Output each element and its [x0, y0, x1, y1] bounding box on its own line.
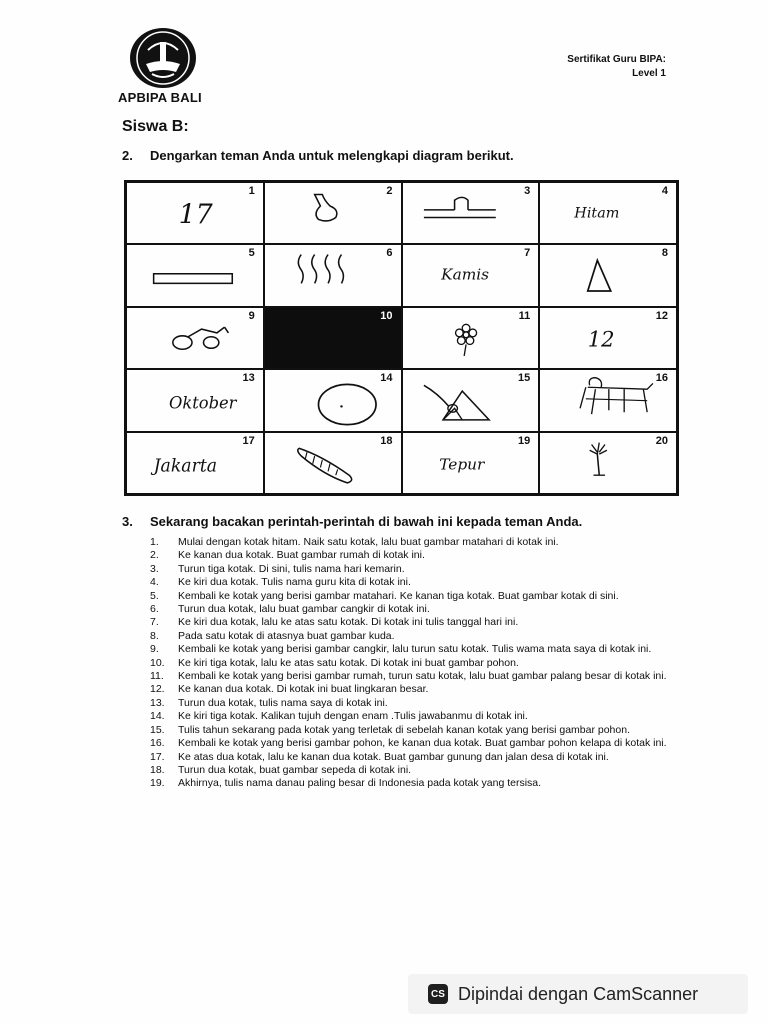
cell-number: 3	[524, 185, 531, 197]
cell-number: 9	[248, 309, 255, 322]
cell-number: 19	[518, 434, 531, 447]
cell-number: 10	[380, 309, 393, 322]
list-item: 13. Turun dua kotak, tulis nama saya di kotak ini.	[150, 696, 388, 709]
cell-handwriting: Hitam	[574, 205, 620, 222]
cell-handwriting: Oktober	[168, 393, 237, 413]
cell-number: 6	[386, 247, 393, 260]
list-item: 14. Ke kiri tiga kotak. Kalikan tujuh dengan enam .Tulis jawabanmu di kotak ini.	[150, 710, 528, 723]
grid-cell-19[interactable]	[402, 432, 540, 494]
grid-cell-3[interactable]	[402, 182, 540, 244]
cell-number: 15	[518, 372, 531, 385]
cell-number: 5	[248, 247, 255, 260]
list-item: 1. Mulai dengan kotak hitam. Naik satu kotak, lalu buat gambar matahari di kotak ini.	[150, 536, 559, 548]
cell-text	[127, 370, 263, 430]
question-2	[122, 148, 514, 163]
list-item: 5. Kembali ke kotak yang berisi gambar matahari. Ke kanan tiga kotak. Buat gambar kotak di sini.	[150, 589, 619, 602]
grid-cell-5[interactable]	[126, 244, 264, 306]
cell-number: 1	[248, 185, 255, 197]
cell-handwriting: 17	[178, 199, 213, 231]
triangle-drawing-icon	[540, 245, 676, 305]
rectangle-drawing-icon	[127, 245, 263, 305]
cell-handwriting: Jakarta	[153, 455, 218, 476]
grid-cell-13[interactable]	[126, 369, 264, 431]
certificate-label	[567, 53, 666, 81]
cell-number: 20	[655, 434, 668, 447]
question-2-number: 2.	[122, 148, 133, 163]
grid-cell-10[interactable]	[264, 307, 402, 369]
cell-number: 7	[524, 247, 531, 260]
grid-cell-17[interactable]	[126, 432, 264, 494]
list-item: 7. Ke kiri dua kotak, lalu ke atas satu kotak. Di kotak ini tulis tanggal hari ini.	[150, 616, 519, 629]
watermark-text: Dipindai dengan CamScanner	[458, 983, 699, 1004]
list-item: 16. Kembali ke kotak yang berisi gambar pohon, ke kanan dua kotak. Buat gambar pohon kelapa di kotak ini.	[150, 737, 667, 750]
flower-drawing-icon	[403, 308, 539, 368]
cell-number: 17	[242, 434, 255, 447]
list-item: 10. Ke kiri tiga kotak, lalu ke atas satu kotak. Di kotak ini buat gambar pohon.	[150, 656, 519, 669]
cell-number: 2	[386, 185, 393, 197]
certificate-line1: Sertifikat Guru BIPA:	[567, 54, 666, 65]
grid-cell-7[interactable]	[402, 244, 540, 306]
cell-text	[403, 245, 539, 305]
grid-cell-20[interactable]	[539, 432, 677, 494]
cell-number: 18	[380, 434, 393, 447]
list-item: 18. Turun dua kotak, buat gambar sepeda di kotak ini.	[150, 763, 412, 776]
cell-number: 4	[661, 185, 668, 197]
list-item: 19. Akhirnya, tulis nama danau paling besar di Indonesia pada kotak yang tersisa.	[150, 777, 542, 790]
camscanner-watermark	[408, 974, 748, 1014]
cup-drawing-icon	[265, 183, 401, 243]
cell-handwriting: 12	[587, 326, 615, 352]
circle-drawing-icon	[265, 370, 401, 430]
cell-number: 11	[518, 309, 531, 322]
horse-drawing-icon	[540, 370, 676, 430]
apbipa-logo	[118, 28, 218, 112]
grid-cell-15[interactable]	[402, 369, 540, 431]
cell-handwriting: Tepur	[438, 455, 484, 474]
logo-text: APBIPA BALI	[118, 90, 202, 105]
cell-number: 8	[661, 247, 668, 260]
question-3-number: 3.	[122, 514, 133, 529]
student-heading: Siswa B:	[122, 118, 189, 135]
list-item: 4. Ke kiri dua kotak. Tulis nama guru kita di kotak ini.	[150, 576, 411, 589]
grid-cell-9[interactable]	[126, 307, 264, 369]
question-3	[122, 514, 582, 529]
cell-handwriting: Kamis	[440, 265, 489, 284]
question-2-text: Dengarkan teman Anda untuk melengkapi diagram berikut.	[150, 148, 514, 163]
certificate-line2: Level 1	[632, 68, 666, 79]
list-item: 12. Ke kanan dua kotak. Di kotak ini buat lingkaran besar.	[150, 683, 429, 696]
grid-cell-11[interactable]	[402, 307, 540, 369]
grid-cell-16[interactable]	[539, 369, 677, 431]
cell-text	[127, 433, 263, 493]
grid-cell-8[interactable]	[539, 244, 677, 306]
grid-cell-1[interactable]	[126, 182, 264, 244]
corn-drawing-icon	[265, 433, 401, 493]
list-item: 8. Pada satu kotak di atasnya buat gambar kuda.	[150, 629, 395, 642]
road-drawing-icon	[403, 183, 539, 243]
logo-emblem-icon	[130, 28, 196, 88]
grid-cell-18[interactable]	[264, 432, 402, 494]
list-item: 15. Tulis tahun sekarang pada kotak yang terletak di sebelah kanan kotak yang berisi gambar pohon.	[150, 723, 630, 736]
list-item: 11. Kembali ke kotak yang berisi gambar rumah, turun satu kotak, lalu buat gambar palang besar di kotak ini.	[150, 670, 667, 683]
cell-text	[540, 308, 676, 368]
mountain-drawing-icon	[403, 370, 539, 430]
list-item: 2. Ke kanan dua kotak. Buat gambar rumah di kotak ini.	[150, 549, 425, 562]
cell-number: 16	[655, 372, 668, 385]
grid-cell-12[interactable]	[539, 307, 677, 369]
instruction-list	[150, 536, 680, 791]
list-item: 3. Turun tiga kotak. Di sini, tulis nama hari kemarin.	[150, 562, 405, 575]
grid-cell-14[interactable]	[264, 369, 402, 431]
cell-number: 14	[380, 372, 393, 385]
wavy-lines-drawing-icon	[265, 245, 401, 305]
list-item: 17. Ke atas dua kotak, lalu ke kanan dua kotak. Buat gambar gunung dan jalan desa di kotak ini.	[150, 750, 609, 763]
cell-number: 12	[655, 309, 668, 322]
camscanner-icon: CS	[428, 984, 448, 1004]
grid-cell-2[interactable]	[264, 182, 402, 244]
grid-cell-4[interactable]	[539, 182, 677, 244]
list-item: 6. Turun dua kotak, lalu buat gambar cangkir di kotak ini.	[150, 603, 430, 616]
question-3-text: Sekarang bacakan perintah-perintah di bawah ini kepada teman Anda.	[150, 514, 583, 529]
list-item: 9. Kembali ke kotak yang berisi gambar cangkir, lalu turun satu kotak. Tulis wama mata saya di kotak ini.	[150, 643, 652, 656]
grid-cell-6[interactable]	[264, 244, 402, 306]
palm-tree-drawing-icon	[540, 433, 676, 493]
cell-text	[540, 183, 676, 243]
number-17-handwritten-icon	[127, 183, 263, 243]
diagram-grid	[124, 180, 679, 496]
cell-number: 13	[242, 372, 255, 385]
bicycle-drawing-icon	[127, 308, 263, 368]
cell-text	[403, 433, 539, 493]
